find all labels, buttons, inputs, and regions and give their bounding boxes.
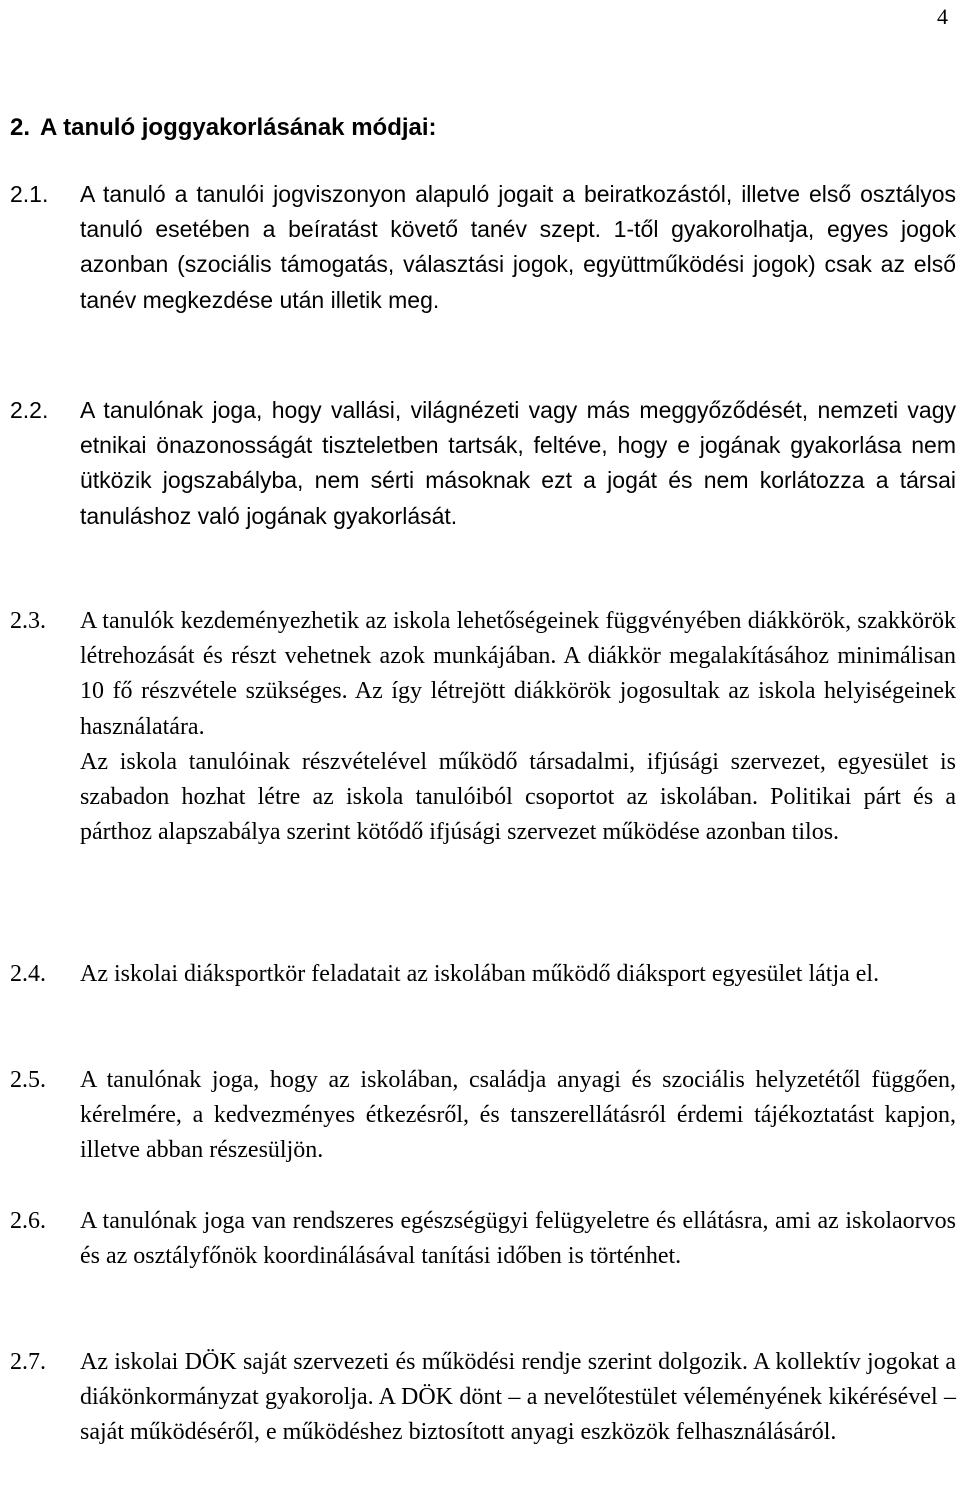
item-number: 2.2. [10, 397, 49, 423]
list-item-2-4 [0, 957, 956, 992]
section-heading-number: 2. [10, 114, 31, 141]
item-paragraph: A tanulónak joga, hogy vallási, világnézeti vagy más meggyőződését, nemzeti vagy etnikai önazonosságát tiszteletben tartsák, feltéve, hogy e jogának gyakorlása nem ütközik jogszabályba, nem sérti másoknak ezt a jogát és nem korlátozza a társai tanuláshoz való jogának gyakorlását. [80, 397, 956, 529]
list-item-2-2 [0, 393, 956, 534]
list-item-2-5 [0, 1063, 956, 1169]
item-number: 2.4. [10, 961, 46, 987]
item-number: 2.5. [10, 1067, 46, 1093]
list-item-2-7 [0, 1345, 956, 1451]
list-item-2-3 [0, 604, 956, 850]
item-paragraph: Az iskola tanulóinak részvételével működő társadalmi, ifjúsági szervezet, egyesület is szabadon hozhat létre az iskola tanulóiból csoportot az iskolában. Politikai párt és a párthoz alapszabálya szerint kötődő ifjúsági szervezet működése azonban tilos. [80, 748, 956, 846]
item-number: 2.7. [10, 1349, 46, 1375]
item-paragraph: A tanulónak joga, hogy az iskolában, családja anyagi és szociális helyzetétől függően, kérelmére, a kedvezményes étkezésről, és tanszerellátásról érdemi tájékoztatást kapjon, illetve abban részesüljön. [80, 1067, 956, 1164]
item-number: 2.6. [10, 1208, 46, 1234]
section-heading-title: A tanuló joggyakorlásának módjai: [40, 114, 437, 141]
item-paragraph: A tanulók kezdeményezhetik az iskola lehetőségeinek függvényében diákkörök, szakkörök létrehozását és részt vehetnek azok munkájában. A diákkör megalakításához minimálisan 10 fő részvétele szükséges. Az így létrejött diákkörök jogosultak az iskola helyiségeinek használatára. [80, 608, 956, 740]
item-paragraph: A tanulónak joga van rendszeres egészségügyi felügyeletre és ellátásra, ami az iskolaorvos és az osztályfőnök koordinálásával tanítási időben is történhet. [80, 1208, 956, 1270]
section-heading [10, 112, 437, 144]
list-item-2-6 [0, 1204, 956, 1274]
item-paragraph: Az iskolai diáksportkör feladatait az iskolában működő diáksport egyesület látja el. [80, 961, 880, 987]
list-item-2-1 [0, 177, 956, 318]
page-number: 4 [937, 4, 948, 29]
item-number: 2.1. [10, 181, 49, 207]
item-number: 2.3. [10, 608, 46, 634]
item-paragraph: A tanuló a tanulói jogviszonyon alapuló jogait a beiratkozástól, illetve első osztályos tanuló esetében a beíratást követő tanév szept. 1-től gyakorolhatja, egyes jogok azonban (szociális támogatás, választási jogok, együttműködési jogok) csak az első tanév megkezdése után illetik meg. [80, 181, 956, 313]
item-paragraph: Az iskolai DÖK saját szervezeti és működési rendje szerint dolgozik. A kollektív jogokat a diákönkormányzat gyakorolja. A DÖK dönt – a nevelőtestület véleményének kikérésével – saját működéséről, e működéshez biztosított anyagi eszközök felhasználásáról. [80, 1349, 956, 1446]
